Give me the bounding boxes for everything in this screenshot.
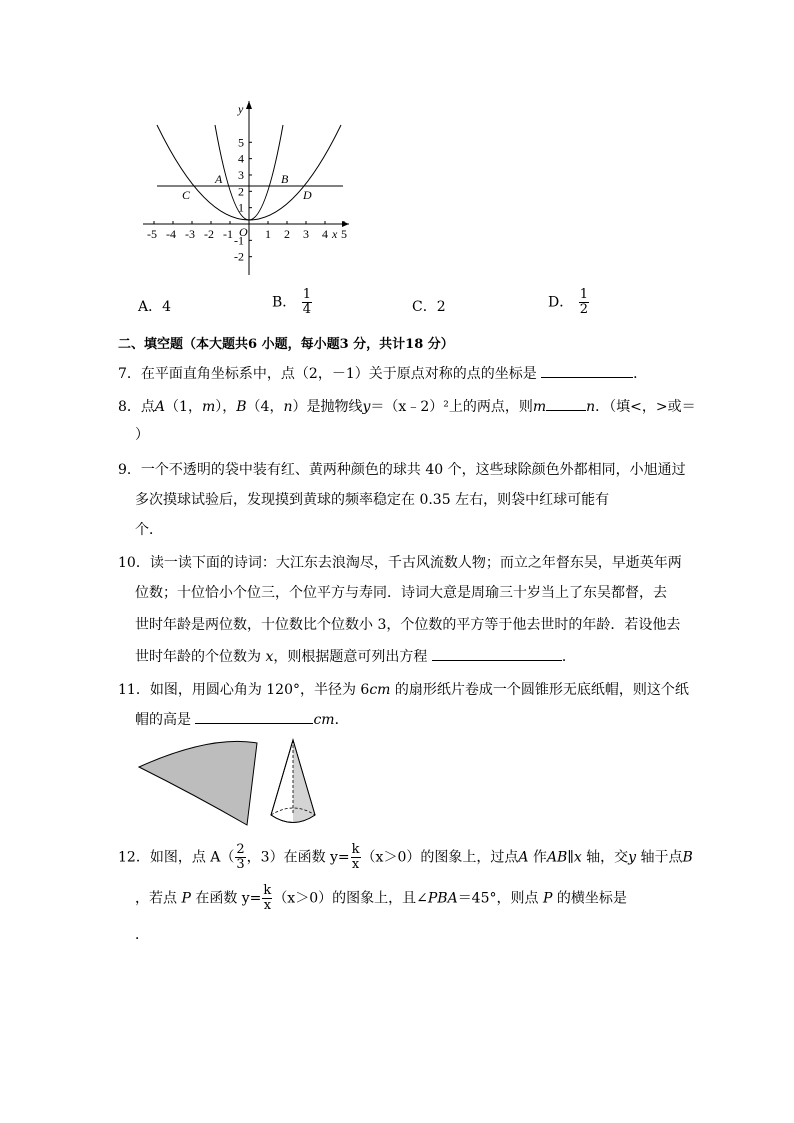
section-heading: 二、填空题（本大题共6 小题，每小题3 分，共计18 分） (118, 337, 454, 352)
option-c-value: 2 (436, 299, 446, 315)
sector-cone-figure (135, 735, 335, 830)
option-a[interactable] (138, 296, 171, 316)
x-tick-label: -4 (166, 227, 176, 241)
q9-line1: 9．一个不透明的袋中装有红、黄两种颜色的球共 40 个，这些球除颜色外都相同，小旭通过 (118, 462, 686, 478)
q12-x-axis: x (573, 849, 582, 866)
q12-tail: 轴，交 (581, 849, 629, 866)
q10-end: ． (561, 649, 576, 665)
option-a-label: A． (138, 299, 163, 315)
y-tick-label: -1 (234, 233, 244, 248)
q12-line2 (135, 884, 627, 913)
q11-unit1: cm (369, 682, 391, 698)
q12-zuo: 作 (528, 849, 547, 866)
y-tick-label: 3 (238, 167, 244, 182)
q12-l2-cond: （x＞0）的图象上，且∠ (273, 890, 428, 907)
q8-n2: n (586, 399, 596, 415)
q7-answer-blank[interactable] (541, 363, 633, 378)
x-tick-label: -5 (147, 227, 157, 241)
q8-line2: ） (135, 427, 149, 443)
q10-line4-text2: ，则根据题意可列出方程 (273, 649, 432, 665)
q8-b-coords: （4， (246, 399, 284, 415)
q11-end: ． (334, 712, 349, 728)
q12-point-p2: P (542, 890, 553, 907)
option-d[interactable] (548, 288, 590, 317)
origin-label: O (239, 225, 248, 239)
q8-m2: m (532, 399, 547, 415)
q12-a-fraction: $\frac{2}{3}$ (236, 842, 245, 872)
x-tick-label: 4 (322, 227, 328, 241)
q11-answer-blank[interactable] (195, 709, 313, 724)
q10-line4-text: 世时年龄的个位数为 (135, 649, 266, 665)
point-d-label: D (303, 188, 312, 202)
y-axis-label: y (238, 102, 244, 116)
x-tick-label: -3 (185, 227, 195, 241)
q11-text3: 帽的高是 (135, 712, 196, 728)
q10-x: x (265, 649, 274, 665)
q12-point-a: A (518, 849, 529, 866)
q12-cond: （x＞0）的图象上，过点 (361, 849, 519, 866)
x-tick-label: -1 (223, 227, 233, 241)
option-a-value: 4 (162, 299, 172, 315)
q8-answer-blank[interactable] (546, 396, 586, 411)
q8-n: n (283, 399, 293, 415)
q10-line4 (135, 646, 576, 666)
q11-line1 (118, 679, 689, 699)
q8-equation: ＝（x﹣2）²上的两点，则 (370, 399, 533, 415)
q11-text2: 的扇形纸片卷成一个圆锥形无底纸帽，则这个纸 (390, 682, 689, 698)
x-tick-label: 1 (265, 227, 271, 241)
q11-line2 (135, 709, 349, 729)
q12-parallel: ∥ (567, 849, 574, 866)
option-b[interactable] (272, 288, 313, 317)
q10-line1: 10．读一读下面的诗词：大江东去浪淘尽，千古风流数人物；而立之年督东吴，早逝英年两 (118, 555, 682, 571)
q12-ab: AB (546, 849, 568, 866)
y-tick-label: 4 (238, 151, 244, 166)
q12-point-b: B (682, 849, 693, 866)
q10-line3: 世时年龄是两位数，十位数比个位数小 3，个位数的平方等于他去世时的年龄．若设他去 (135, 617, 681, 633)
point-a-label: A (215, 172, 223, 186)
x-tick-label: 5 (341, 227, 347, 241)
option-c-label: C． (412, 299, 437, 315)
x-tick-label: 2 (284, 227, 290, 241)
q12-l2-pre: ，若点 (135, 890, 182, 907)
q12-pre: 12．如图，点 A（ (118, 849, 235, 866)
y-tick-label: -2 (234, 249, 244, 264)
q7-end: ． (633, 366, 648, 382)
x-tick-label: 3 (303, 227, 309, 241)
question-8 (118, 396, 696, 416)
option-c[interactable] (412, 296, 446, 316)
option-b-label: B． (272, 294, 297, 311)
q8-y: y (362, 399, 371, 415)
q8-pre: 8．点 (118, 399, 155, 415)
q11-unit2: cm (313, 712, 335, 728)
y-axis-arrow (246, 101, 252, 109)
y-tick-label: 1 (238, 200, 244, 215)
option-b-fraction: $\frac{1}{4}$ (302, 287, 312, 317)
y-tick-label: 5 (238, 135, 244, 150)
x-tick-label: -2 (204, 227, 214, 241)
q12-k-fraction-2: $\frac{k}{x}$ (263, 883, 272, 913)
q10-answer-blank[interactable] (432, 646, 562, 661)
q8-tail: ．（填<，>或＝ (595, 399, 696, 415)
option-d-fraction: $\frac{1}{2}$ (579, 287, 588, 317)
q11-text1: 11．如图，用圆心角为 120°，半径为 6 (118, 682, 370, 698)
point-c-label: C (182, 188, 191, 202)
q12-y-axis: y (628, 849, 637, 866)
q12-l2-eq: ＝45°，则点 (457, 890, 543, 907)
q8-point-a: A (154, 399, 166, 415)
q12-k-fraction: $\frac{k}{x}$ (351, 842, 360, 872)
q8-a-coords: （1， (165, 399, 202, 415)
q9-line3: 个． (135, 522, 163, 538)
y-tick-label: 2 (238, 184, 244, 199)
q10-line2: 位数；十位恰小个位三，个位平方与寿同．诗词大意是周瑜三十岁当上了东吴都督，去 (135, 585, 667, 601)
sector-shape (139, 741, 257, 825)
q12-line3: ． (135, 927, 149, 943)
q7-text: 7．在平面直角坐标系中，点（2，－1）关于原点对称的点的坐标是 (118, 366, 542, 382)
q8-point-b: B (236, 399, 247, 415)
q12-angle: PBA (427, 890, 458, 907)
point-b-label: B (281, 172, 289, 186)
question-7 (118, 363, 647, 383)
q8-mid2: ）是抛物线 (292, 399, 363, 415)
q12-l2-tail: 的横坐标是 (552, 890, 627, 907)
q12-point-p: P (181, 890, 191, 907)
q8-m: m (201, 399, 216, 415)
option-d-label: D． (548, 294, 574, 311)
q12-tail2: 轴于点 (636, 849, 683, 866)
q12-mid: ，3）在函数 y= (246, 849, 350, 866)
parabola-graph (135, 95, 355, 280)
q12-line1 (118, 843, 693, 872)
q8-mid1: ）， (215, 399, 237, 415)
q9-line2: 多次摸球试验后，发现摸到黄球的频率稳定在 0.35 左右，则袋中红球可能有 (135, 492, 610, 508)
q12-l2-mid: 在函数 y= (190, 890, 262, 907)
x-axis-label: x (332, 227, 338, 241)
